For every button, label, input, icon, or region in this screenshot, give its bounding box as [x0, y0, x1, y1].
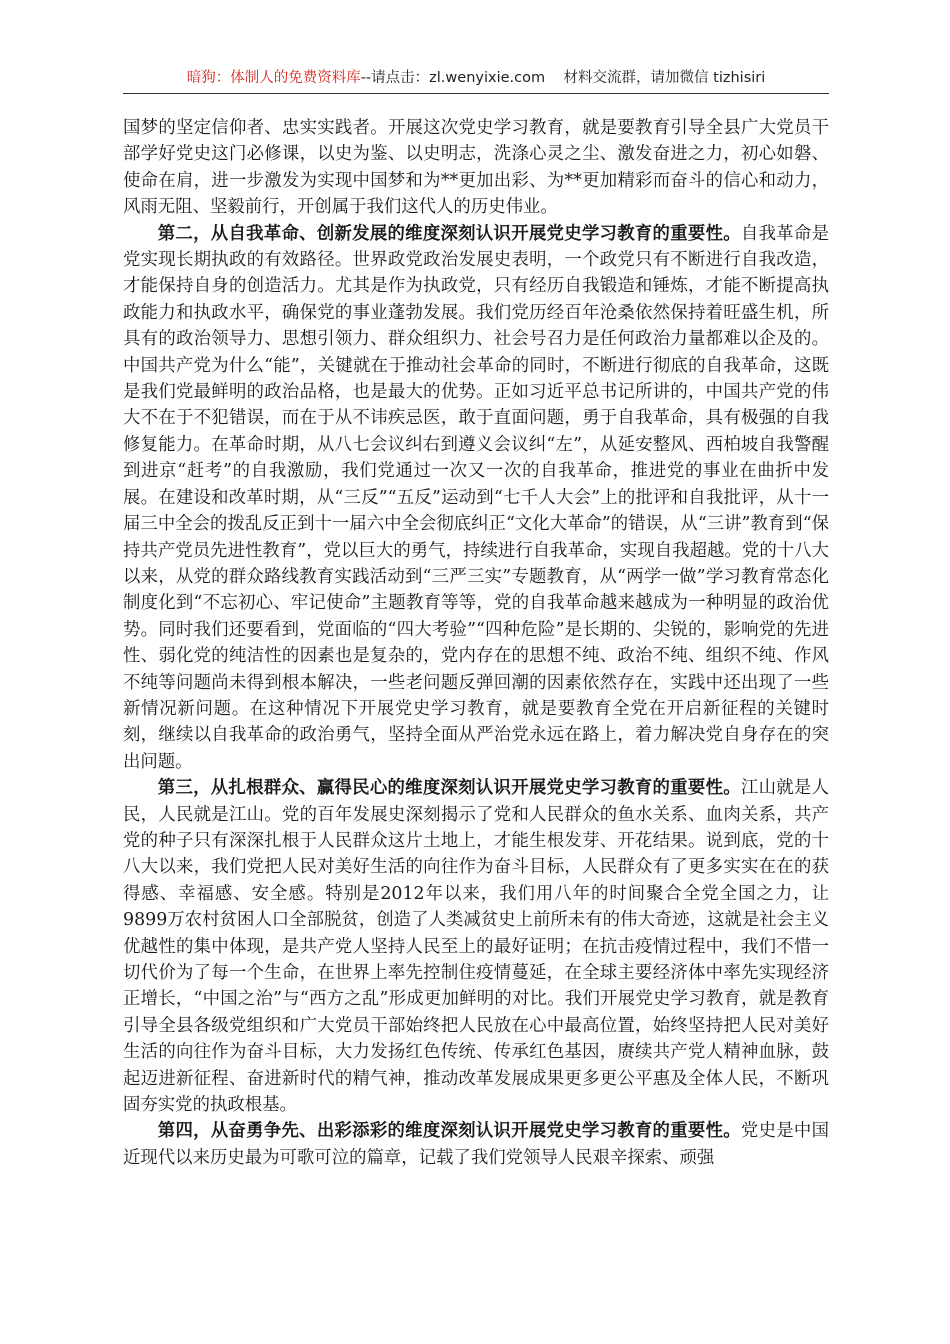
- header-group-text: 材料交流群，请加微信 tizhisiri: [563, 70, 766, 86]
- paragraph-fourth-point: [123, 1118, 829, 1171]
- header-divider: [123, 93, 829, 94]
- paragraph-text: 江山就是人民，人民就是江山。党的百年发展史深刻揭示了党和人民群众的鱼水关系、血肉关系，共产党的种子只有深深扎根于人民群众这片土地上，才能生根发芽、开花结果。说到底，党的十八大以来，我们党把人民对美好生活的向往作为奋斗目标，人民群众有了更多实实在在的获得感、幸福感、安全感。特别是2012年以来，我们用八年的时间聚合全党全国之力，让9899万农村贫困人口全部脱贫，创造了人类减贫史上前所未有的伟大奇迹，这就是社会主义优越性的集中体现，是共产党人坚持人民至上的最好证明；在抗击疫情过程中，我们不惜一切代价为了每一个生命，在世界上率先控制住疫情蔓延，在全球主要经济体中率先实现经济正增长，“中国之治”与“西方之乱”形成更加鲜明的对比。我们开展党史学习教育，就是教育引导全县各级党组织和广大党员干部始终把人民放在心中最高位置，始终坚持把人民对美好生活的向往作为奋斗目标，大力发扬红色传统、传承红色基因，赓续共产党人精神血脉，鼓起迈进新征程、奋进新时代的精气神，推动改革发展成果更多更公平惠及全体人民，不断巩固夯实党的执政根基。: [123, 778, 829, 1116]
- paragraph-text: 自我革命是党实现长期执政的有效路径。世界政党政治发展史表明，一个政党只有不断进行自我改造，才能保持自身的创造活力。尤其是作为执政党，只有经历自我锻造和锤炼，才能不断提高执政能力和执政水平，确保党的事业蓬勃发展。我们党历经百年沧桑依然保持着旺盛生机，所具有的政治领导力、思想引领力、群众组织力、社会号召力是任何政治力量都难以企及的。中国共产党为什么“能”，关键就在于推动社会革命的同时，不断进行彻底的自我革命，这既是我们党最鲜明的政治品格，也是最大的优势。正如习近平总书记所讲的，中国共产党的伟大不在于不犯错误，而在于从不讳疾忌医，敢于直面问题，勇于自我革命，具有极强的自我修复能力。在革命时期，从八七会议纠右到遵义会议纠“左”，从延安整风、西柏坡自我警醒到进京“赶考”的自我激励，我们党通过一次又一次的自我革命，推进党的事业在曲折中发展。在建设和改革时期，从“三反”“五反”运动到“七千人大会”上的批评和自我批评，从十一届三中全会的拨乱反正到十一届六中全会彻底纠正“文化大革命”的错误，从“三讲”教育到“保持共产党员先进性教育”，党以巨大的勇气，持续进行自我革命，实现自我超越。党的十八大以来，从党的群众路线教育实践活动到“三严三实”专题教育，从“两学一做”学习教育常态化制度化到“不忘初心、牢记使命”主题教育等等，党的自我革命越来越成为一种明显的政治优势。同时我们还要看到，党面临的“四大考验”“四种危险”是长期的、尖锐的，影响党的先进性、弱化党的纯洁性的因素也是复杂的，党内存在的思想不纯、政治不纯、组织不纯、作风不纯等问题尚未得到根本解决，一些老问题反弹回潮的因素依然存在，实践中还出现了一些新情况新问题。在这种情况下开展党史学习教育，就是要教育全党在开启新征程的关键时刻，继续以自我革命的政治勇气，坚持全面从严治党永远在路上，着力解决党自身存在的突出问题。: [123, 223, 829, 772]
- paragraph-heading: 第四，从奋勇争先、出彩添彩的维度深刻认识开展党史学习教育的重要性。: [157, 1121, 741, 1142]
- paragraph-continuation: [123, 115, 829, 221]
- header-brand: 暗狗：体制人的免费资料库: [186, 70, 361, 86]
- header-url-link[interactable]: zl.wenyixie.com: [429, 70, 546, 86]
- paragraph-text: 国梦的坚定信仰者、忠实实践者。开展这次党史学习教育，就是要教育引导全县广大党员干部学好党史这门必修课，以史为鉴、以史明志，洗涤心灵之尘、激发奋进之力，初心如磐、使命在肩，进一步激发为实现中国梦和为**更加出彩、为**更加精彩而奋斗的信心和动力，风雨无阻、坚毅前行，开创属于我们这代人的历史伟业。: [123, 118, 829, 218]
- paragraph-second-point: [123, 221, 829, 776]
- paragraph-heading: 第三，从扎根群众、赢得民心的维度深刻认识开展党史学习教育的重要性。: [157, 778, 741, 799]
- page-header: [123, 68, 829, 88]
- paragraph-third-point: [123, 775, 829, 1118]
- header-click-prompt: --请点击：: [360, 70, 430, 86]
- paragraph-heading: 第二，从自我革命、创新发展的维度深刻认识开展党史学习教育的重要性。: [157, 223, 741, 244]
- document-body: [123, 115, 829, 1171]
- paragraph-text: 党史是中国近现代以来历史最为可歌可泣的篇章，记载了我们党领导人民艰辛探索、顽强: [123, 1121, 829, 1168]
